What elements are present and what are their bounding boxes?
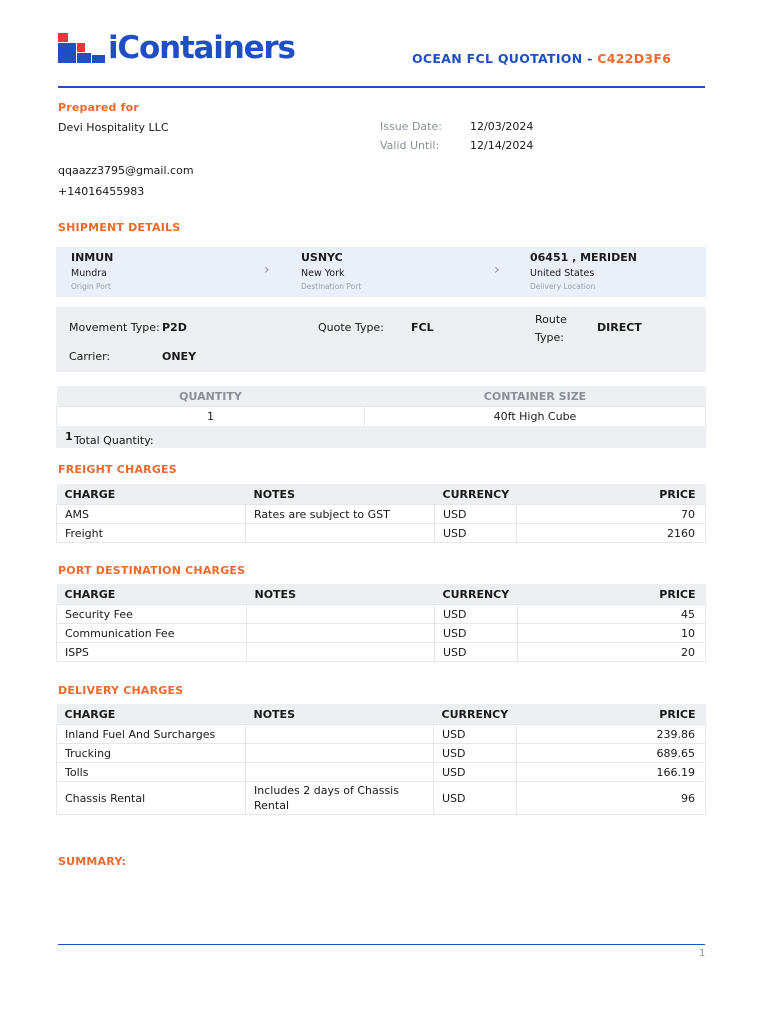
carrier-label: Carrier: [69,350,111,363]
quantity-header: QUANTITY [57,386,365,407]
charge-header: CHARGE [57,704,246,725]
currency-cell: USD [434,744,517,763]
destination-port [301,251,361,291]
price-cell: 689.65 [517,744,706,763]
page-number: 1 [699,948,706,959]
table-row [57,407,706,427]
origin-caption: Origin Port [71,282,111,291]
notes-cell: Includes 2 days of Chassis Rental [246,782,434,815]
destination-code: USNYC [301,251,343,264]
table-header-row [57,484,706,505]
total-quantity-value: 1 [65,430,73,443]
origin-city: Mundra [71,268,107,279]
delivery-code: 06451 , MERIDEN [530,251,637,264]
price-cell: 45 [518,605,706,624]
port-destination-charges-title: PORT DESTINATION CHARGES [58,564,246,577]
total-quantity-label: Total Quantity: [74,434,154,447]
movement-type-value: P2D [162,321,187,334]
route-type-label-1: Route [535,313,567,326]
route-type-label-2: Type: [535,331,564,344]
currency-cell: USD [435,624,518,643]
table-row [57,763,706,782]
quantity-cell: 1 [57,407,365,427]
origin-code: INMUN [71,251,114,264]
currency-cell: USD [434,763,517,782]
chevron-right-icon: › [264,262,270,278]
total-quantity [56,426,706,448]
table-header-row [57,704,706,725]
charge-cell: Chassis Rental [57,782,246,815]
route-type-value: DIRECT [597,321,642,334]
container-size-cell: 40ft High Cube [365,407,706,427]
chevron-right-icon: › [494,262,500,278]
table-row [57,782,706,815]
notes-cell [246,524,435,543]
notes-cell [247,605,435,624]
table-row [57,624,706,643]
total-quantity-text [65,430,154,447]
currency-cell: USD [435,643,518,662]
header-divider [58,86,705,88]
movement-type-label: Movement Type: [69,321,160,334]
containers-logo-icon [58,31,106,65]
port-destination-charges-table [56,584,706,662]
price-cell: 70 [517,505,706,524]
notes-cell [246,725,434,744]
client-company: Devi Hospitality LLC [58,121,169,134]
notes-cell [246,763,434,782]
container-quantity-table [56,386,706,427]
charge-cell: Inland Fuel And Surcharges [57,725,246,744]
origin-port [71,251,113,291]
table-row [57,605,706,624]
currency-header: CURRENCY [435,484,517,505]
price-cell: 2160 [517,524,706,543]
notes-cell [246,744,434,763]
notes-cell [247,624,435,643]
price-header: PRICE [518,584,706,605]
freight-charges-title: FREIGHT CHARGES [58,463,177,476]
table-row [57,524,706,543]
delivery-location [530,251,637,291]
quote-type-value: FCL [411,321,434,334]
valid-until-date: 12/14/2024 [470,139,534,152]
charge-cell: Tolls [57,763,246,782]
currency-cell: USD [434,782,517,815]
logo-wordmark: iContainers [108,29,295,66]
table-row [57,725,706,744]
charge-cell: Communication Fee [57,624,247,643]
prepared-for-label: Prepared for [58,101,140,114]
currency-header: CURRENCY [434,704,517,725]
price-cell: 96 [517,782,706,815]
table-header-row [57,584,706,605]
notes-cell: Rates are subject to GST [246,505,435,524]
charge-cell: ISPS [57,643,247,662]
notes-header: NOTES [247,584,435,605]
currency-header: CURRENCY [435,584,518,605]
valid-until-label: Valid Until: [380,139,440,152]
movement-details [56,307,706,372]
table-row [57,744,706,763]
table-row [57,505,706,524]
price-header: PRICE [517,484,706,505]
table-header-row [57,386,706,407]
destination-city: New York [301,268,345,279]
currency-cell: USD [435,505,517,524]
delivery-charges-title: DELIVERY CHARGES [58,684,184,697]
delivery-country: United States [530,268,595,279]
price-cell: 20 [518,643,706,662]
summary-title: SUMMARY: [58,855,127,868]
charge-header: CHARGE [57,484,246,505]
notes-header: NOTES [246,484,435,505]
issue-date-label: Issue Date: [380,120,442,133]
notes-header: NOTES [246,704,434,725]
charge-cell: Security Fee [57,605,247,624]
issue-date: 12/03/2024 [470,120,534,133]
charge-header: CHARGE [57,584,247,605]
notes-cell [247,643,435,662]
quote-title [412,51,671,66]
charge-cell: AMS [57,505,246,524]
delivery-caption: Delivery Location [530,282,596,291]
table-row [57,643,706,662]
brand-logo [58,28,295,68]
price-cell: 239.86 [517,725,706,744]
charge-cell: Trucking [57,744,246,763]
price-cell: 166.19 [517,763,706,782]
quote-type-label: Quote Type: [318,321,384,334]
route-summary [56,247,706,297]
footer-divider [58,944,705,945]
currency-cell: USD [435,524,517,543]
freight-charges-table [56,484,706,543]
client-phone: +14016455983 [58,185,145,198]
price-header: PRICE [517,704,706,725]
quote-title-label: OCEAN FCL QUOTATION - [412,51,598,66]
currency-cell: USD [434,725,517,744]
destination-caption: Destination Port [301,282,362,291]
currency-cell: USD [435,605,518,624]
quote-id: C422D3F6 [597,51,672,66]
container-size-header: CONTAINER SIZE [365,386,706,407]
client-email: qqaazz3795@gmail.com [58,164,194,177]
charge-cell: Freight [57,524,246,543]
price-cell: 10 [518,624,706,643]
carrier-value: ONEY [162,350,197,363]
delivery-charges-table [56,704,706,815]
shipment-details-title: SHIPMENT DETAILS [58,221,181,234]
